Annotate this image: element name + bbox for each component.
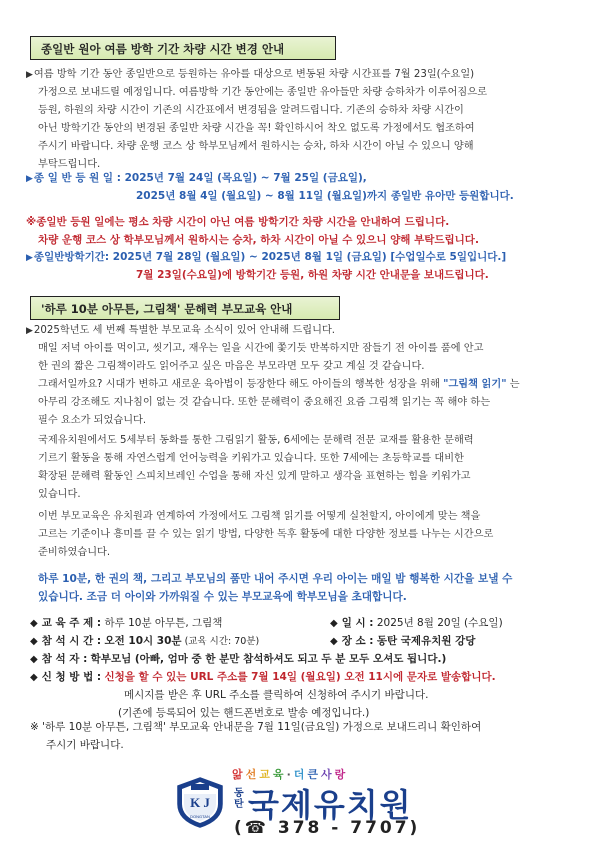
diamond-bullet-icon: ◆ bbox=[30, 618, 38, 629]
info-method-line-3: (기존에 등록되어 있는 핸드폰번호로 발송 예정입니다.) bbox=[118, 707, 370, 719]
slogan-char: 선 bbox=[245, 768, 260, 781]
slogan-char: 큰 bbox=[307, 768, 322, 781]
section-title-parent-education: '하루 10분 아무튼, 그림책' 문해력 부모교육 안내 bbox=[30, 296, 340, 320]
kindergarten-logo bbox=[172, 766, 432, 840]
vacation-line-1: ▶종일반방학기간: 2025년 7월 28일 (월요일) ~ 2025년 8월 1일 (금요일) [수업일수로 5일입니다.] bbox=[26, 251, 507, 263]
para-line: 아무리 강조해도 지나침이 없는 것 같습니다. 또한 문해력이 중요해진 요즘 그림책 읽기는 꼭 해야 하는 bbox=[38, 397, 491, 408]
parent-ed-para-2 bbox=[26, 432, 574, 504]
para-line: 국제유치원에서도 5세부터 동화를 통한 그림읽기 활동, 6세에는 문해력 전문 교재를 활용한 문해력 bbox=[38, 435, 474, 446]
slogan-char: 앎 bbox=[232, 768, 246, 781]
slogan-char: 더 bbox=[293, 768, 308, 781]
info-place: ◆ 장 소 : 동탄 국제유치원 강당 bbox=[330, 635, 476, 647]
parent-ed-para-3 bbox=[26, 508, 574, 562]
slogan-char: 랑 bbox=[334, 768, 349, 781]
para-line: 필수 요소가 되었습니다. bbox=[38, 415, 147, 426]
diamond-bullet-icon: ◆ bbox=[330, 618, 338, 629]
attendance-line-1: ▶종 일 반 등 원 일 : 2025년 7월 24일 (목요일) ~ 7월 25일 (금요일), bbox=[26, 172, 367, 184]
para-line: 매일 저녁 아이를 먹이고, 씻기고, 재우는 일을 시간에 쫓기듯 반복하지만 잠들기 전 아이를 품에 안고 bbox=[38, 343, 484, 354]
footnote-line-2: 주시기 바랍니다. bbox=[46, 739, 124, 751]
footnote-line-1: ※ '하루 10분 아무튼, 그림책' 부모교육 안내문을 7월 11일(금요일) 가정으로 보내드리니 확인하여 bbox=[30, 721, 482, 733]
info-attendee: ◆ 참 석 자 : 학부모님 (아빠, 엄마 중 한 분만 참석하셔도 되고 두 분 모두 오셔도 됩니다.) bbox=[30, 653, 447, 665]
notice-line-2: 차량 운행 코스 상 학부모님께서 원하시는 승차, 하차 시간이 아닐 수 있으니 양해 부탁드립니다. bbox=[38, 234, 479, 246]
diamond-bullet-icon: ◆ bbox=[30, 672, 38, 683]
slogan-char: · bbox=[286, 768, 294, 781]
parent-ed-para-1 bbox=[26, 322, 574, 430]
emblem-subtext: DONGTAN bbox=[190, 814, 210, 819]
diamond-bullet-icon: ◆ bbox=[30, 636, 38, 647]
slogan-char: 교 bbox=[259, 768, 273, 781]
intro-line: 주시기 바랍니다. 차량 운행 코스 상 학부모님께서 원하시는 승차, 하차 시간이 아닐 수 있으니 양해 bbox=[38, 141, 474, 152]
section-title-vehicle: 종일반 원아 여름 방학 기간 차량 시간 변경 안내 bbox=[30, 36, 336, 60]
intro-line: 등원, 하원의 차량 시간이 기존의 시간표에서 변경됨을 알려드립니다. 기존의 승하차 차량 시간이 bbox=[38, 105, 464, 116]
intro-line: 부탁드립니다. bbox=[38, 159, 101, 170]
para-line: 기르기 활동을 통해 자연스럽게 언어능력을 키워가고 있습니다. 또한 7세에는 초등학교를 대비한 bbox=[38, 453, 464, 464]
info-topic: ◆ 교 육 주 제 : 하루 10분 아무튼, 그림책 bbox=[30, 617, 223, 629]
slogan-char: 사 bbox=[321, 768, 335, 781]
kindergarten-name: 국제유치원 bbox=[248, 786, 413, 824]
school-emblem-icon bbox=[172, 774, 228, 830]
para-line: 고르는 기준이나 흥미를 끌 수 있는 읽기 방법, 다양한 독후 활동에 대한 다양한 정보를 나누는 시간으로 bbox=[38, 529, 494, 540]
phone-number: (☎ 378 - 7707) bbox=[234, 818, 421, 838]
vehicle-intro bbox=[26, 66, 574, 174]
diamond-bullet-icon: ◆ bbox=[30, 654, 38, 665]
highlight-line: 하루 10분, 한 권의 책, 그리고 부모님의 품만 내어 주시면 우리 아이는 매일 밤 행복한 시간을 보낼 수 bbox=[38, 573, 513, 585]
info-method: ◆ 신 청 방 법 : 신청을 할 수 있는 URL 주소를 7월 14일 (월요일) 오전 11시에 문자로 발송합니다. bbox=[30, 671, 496, 683]
highlight-line: 있습니다. 조금 더 아이와 가까워질 수 있는 부모교육에 학부모님을 초대합니다. bbox=[38, 591, 407, 603]
para-line: 한 권의 짧은 그림책이라도 읽어주고 싶은 마음은 부모라면 모두 갖고 계실 것 같습니다. bbox=[38, 361, 425, 372]
intro-line: 가정으로 보내드릴 예정입니다. 여름방학 기간 동안에는 종일반 유아들만 차량 승하차가 이루어짐으로 bbox=[38, 87, 487, 98]
para-line: 있습니다. bbox=[38, 489, 81, 500]
invitation-highlight bbox=[26, 570, 574, 606]
notice-line-1: ※종일반 등원 일에는 평소 차량 시간이 아닌 여름 방학기간 차량 시간을 안내하여 드립니다. bbox=[26, 216, 450, 228]
para-line: 그래서일까요? 시대가 변하고 새로운 육아법이 등장한다 해도 아이들의 행복한 성장을 위해 "그림책 읽기" 는 bbox=[38, 379, 520, 390]
emblem-initials: K J bbox=[190, 795, 210, 810]
para-line: 이번 부모교육은 유치원과 연계하여 가정에서도 그림책 읽기를 어떻게 실천할지, 아이에게 맞는 책을 bbox=[38, 511, 481, 522]
diamond-bullet-icon: ◆ bbox=[330, 636, 338, 647]
intro-line: 아닌 방학기간 동안의 변경된 종일반 차량 시간을 꼭! 확인하시어 착오 없도록 가정에서도 협조하여 bbox=[38, 123, 475, 134]
info-time: ◆ 참 석 시 간 : 오전 10시 30분 (교육 시간: 70분) bbox=[30, 635, 260, 647]
attendance-line-2: 2025년 8월 4일 (월요일) ~ 8월 11일 (월요일)까지 종일반 유아만 등원합니다. bbox=[136, 190, 514, 202]
district-name: 동탄 bbox=[234, 788, 244, 810]
info-date: ◆ 일 시 : 2025년 8월 20일 (수요일) bbox=[330, 617, 503, 629]
intro-line: ▶여름 방학 기간 동안 종일반으로 등원하는 유아를 대상으로 변동된 차량 시간표를 7월 23일(수요일) bbox=[26, 69, 475, 80]
slogan-char: 육 bbox=[272, 768, 287, 781]
para-line: 확장된 문해력 활동인 스피치브레인 수업을 통해 자신 있게 말하고 생각을 표현하는 힘을 키워가고 bbox=[38, 471, 471, 482]
para-line: ▶2025학년도 세 번째 특별한 부모교육 소식이 있어 안내해 드립니다. bbox=[26, 325, 336, 336]
para-line: 준비하였습니다. bbox=[38, 547, 111, 558]
info-method-line-2: 메시지를 받은 후 URL 주소를 클릭하여 신청하여 주시기 바랍니다. bbox=[124, 689, 429, 701]
vacation-line-2: 7월 23일(수요일)에 방학기간 등원, 하원 차량 시간 안내문을 보내드립니다. bbox=[136, 269, 489, 281]
